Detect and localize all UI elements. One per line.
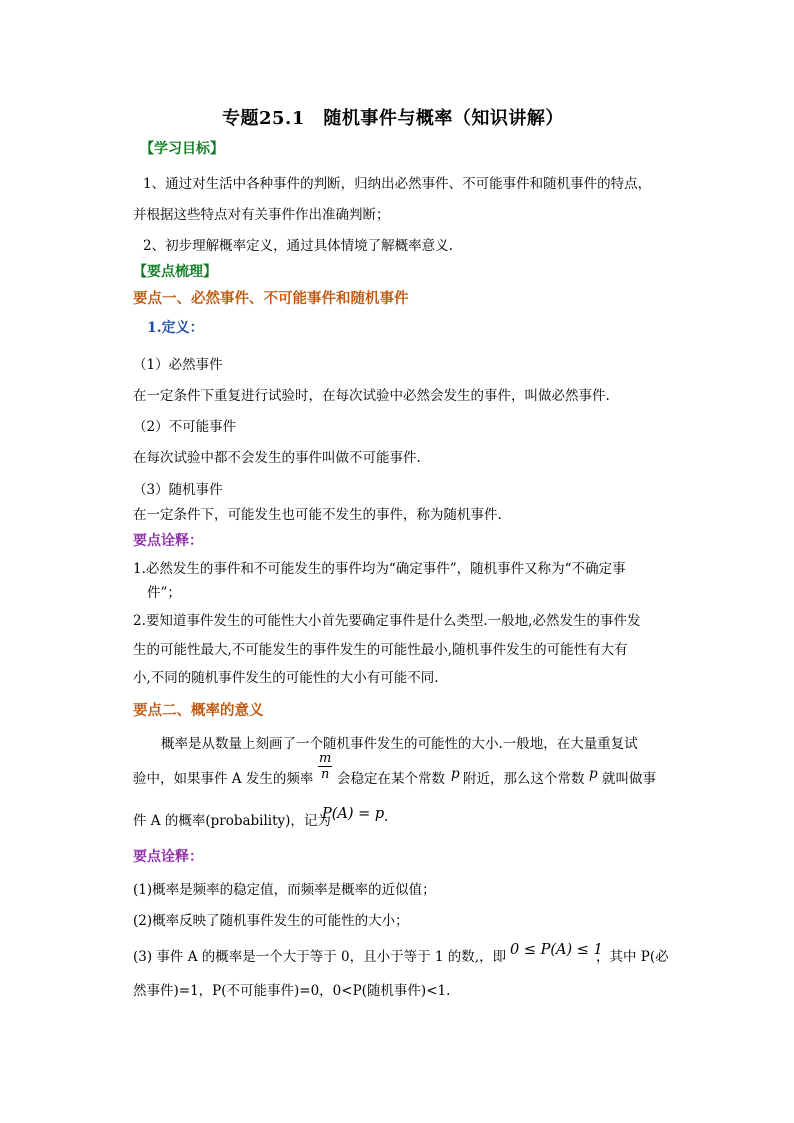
section2-note-line-2: (2)概率反映了随机事件发生的可能性的大小； [133, 913, 409, 929]
fraction-denominator: n [320, 767, 330, 782]
section2-para-line-1: 概率是从数量上刻画了一个随机事件发生的可能性的大小.一般地，在大量重复试 [161, 736, 638, 752]
section2-note-line-3c: 然事件)=1，P(不可能事件)=0，0<P(随机事件)<1. [133, 983, 451, 999]
section1-heading: 要点一、必然事件、不可能事件和随机事件 [133, 290, 409, 307]
item-3-label: （3）随机事件 [133, 482, 223, 498]
formula-probability-range: 0 ≤ P(A) ≤ 1 [510, 942, 603, 958]
definition-label: 1.定义： [147, 320, 204, 336]
section2-para-line-3a: 件 A 的概率(probability)，记为 [133, 813, 331, 829]
goal-line-1: 1、通过对生活中各种事件的判断，归纳出必然事件、不可能事件和随机事件的特点， [143, 176, 652, 192]
section1-note-line-3: 2.要知道事件发生的可能性大小首先要确定事件是什么类型.一般地,必然发生的事件发 [133, 613, 641, 629]
section2-para-line-3b: . [384, 809, 389, 825]
points-heading: 【要点梳理】 [133, 264, 217, 280]
section2-note-line-3a: (3) 事件 A 的概率是一个大于等于 0，且小于等于 1 的数,，即 [133, 949, 507, 965]
section1-note-line-2: 件”； [147, 585, 181, 601]
section1-note-heading: 要点诠释： [133, 533, 203, 549]
goal-line-3: 2、初步理解概率定义，通过具体情境了解概率意义. [143, 238, 453, 254]
constant-p-1: p [451, 766, 460, 782]
page-title: 专题25.1 随机事件与概率（知识讲解） [222, 108, 564, 129]
item-2-label: （2）不可能事件 [133, 419, 237, 435]
section2-para-line-2b: 会稳定在某个常数 [337, 771, 445, 787]
constant-p-2: p [589, 766, 598, 782]
section2-para-line-2d: 就叫做事 [602, 771, 656, 787]
frequency-fraction [318, 751, 332, 782]
goals-heading: 【学习目标】 [140, 141, 224, 157]
section2-note-line-1: (1)概率是频率的稳定值，而频率是概率的近似值； [133, 882, 436, 898]
fraction-numerator: m [319, 751, 332, 766]
formula-probability: P(A) = p [322, 806, 385, 822]
section1-note-line-5: 小,不同的随机事件发生的可能性的大小有可能不同. [133, 670, 439, 686]
section1-note-line-4: 生的可能性最大,不可能发生的事件发生的可能性最小,随机事件发生的可能性有大有 [133, 642, 628, 658]
section2-para-line-2c: 附近，那么这个常数 [463, 771, 585, 787]
section2-heading: 要点二、概率的意义 [133, 702, 264, 719]
section1-note-line-1: 1.必然发生的事件和不可能发生的事件均为“确定事件”，随机事件又称为“不确定事 [133, 561, 626, 577]
item-1-text: 在一定条件下重复进行试验时，在每次试验中必然会发生的事件，叫做必然事件. [133, 388, 610, 404]
section2-para-line-2a: 验中，如果事件 A 发生的频率 [133, 771, 314, 787]
item-2-text: 在每次试验中都不会发生的事件叫做不可能事件. [133, 450, 421, 466]
item-3-text: 在一定条件下，可能发生也可能不发生的事件，称为随机事件. [133, 507, 502, 523]
item-1-label: （1）必然事件 [133, 357, 223, 373]
goal-line-2: 并根据这些特点对有关事件作出准确判断； [133, 207, 390, 223]
section2-note-heading: 要点诠释： [133, 849, 203, 865]
section2-note-line-3b: ，其中 P(必 [596, 949, 669, 965]
